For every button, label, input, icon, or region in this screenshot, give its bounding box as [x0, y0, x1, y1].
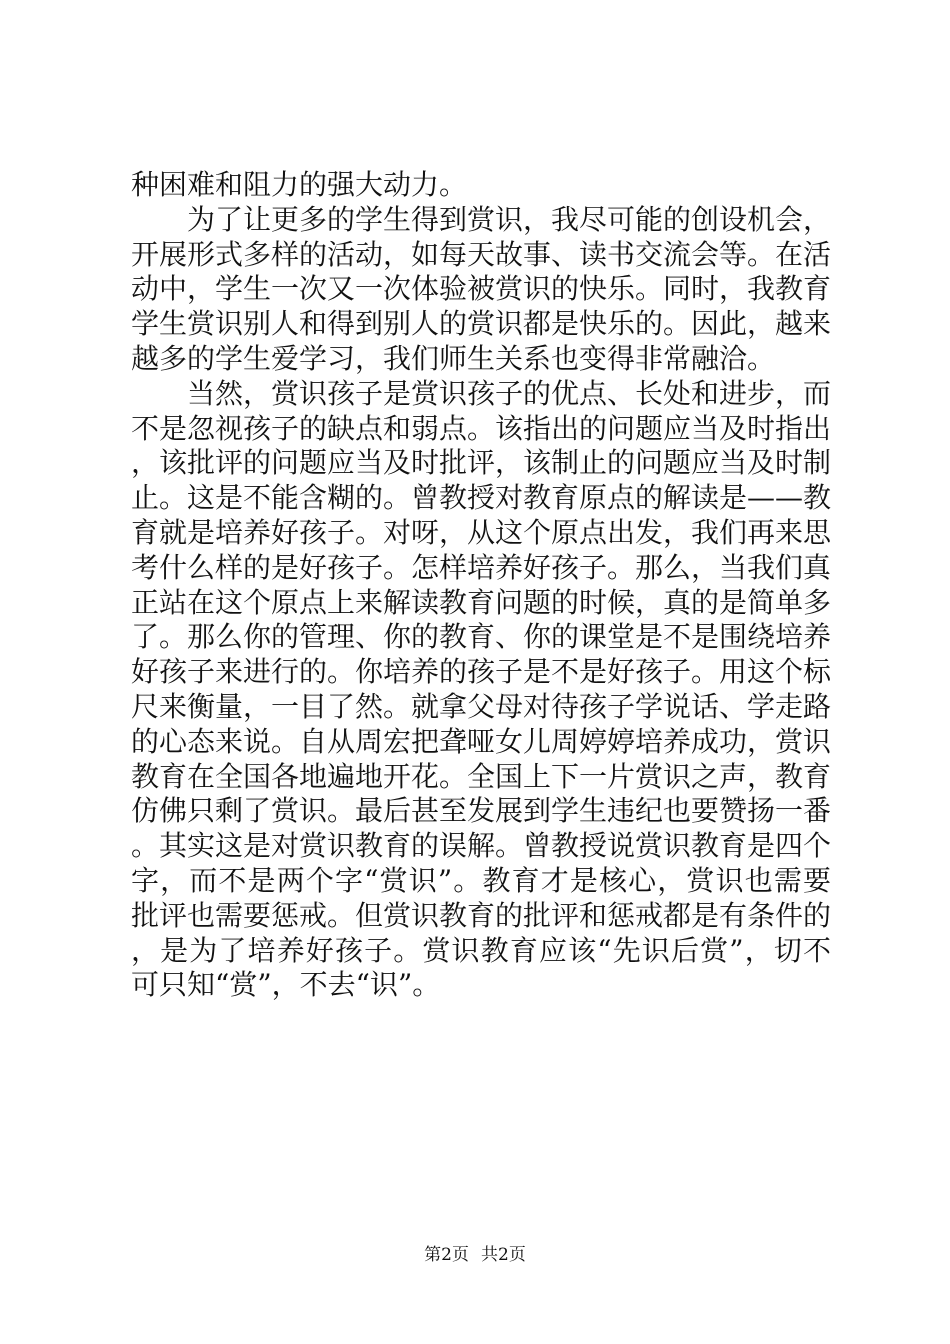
page-number: 第2页 — [424, 1245, 469, 1265]
paragraph-activities: 为了让更多的学生得到赏识，我尽可能的创设机会，开展形式多样的活动，如每天故事、读书交流会等。在活动中，学生一次又一次体验被赏识的快乐。同时，我教育学生赏识别人和得到别人的赏识都是快乐的。因此，越来越多的学生爱学习，我们师生关系也变得非常融洽。 — [131, 202, 832, 375]
document-body — [131, 168, 831, 1003]
paragraph-appreciation-education: 当然，赏识孩子是赏识孩子的优点、长处和进步，而不是忽视孩子的缺点和弱点。该指出的问题应当及时指出，该批评的问题应当及时批评，该制止的问题应当及时制止。这是不能含糊的。曾教授对教育原点的解读是——教育就是培养好孩子。对呀，从这个原点出发，我们再来思考什么样的是好孩子。怎样培养好孩子。那么，当我们真正站在这个原点上来解读教育问题的时候，真的是简单多了。那么你的管理、你的教育、你的课堂是不是围绕培养好孩子来进行的。你培养的孩子是不是好孩子。用这个标尺来衡量，一目了然。就拿父母对待孩子学说话、学走路的心态来说。自从周宏把聋哑女儿周婷婷培养成功，赏识教育在全国各地遍地开花。全国上下一片赏识之声，教育仿佛只剩了赏识。最后甚至发展到学生违纪也要赞扬一番。其实这是对赏识教育的误解。曾教授说赏识教育是四个字，而不是两个字“赏识”。教育才是核心，赏识也需要批评也需要惩戒。但赏识教育的批评和惩戒都是有条件的，是为了培养好孩子。赏识教育应该“先识后赏”，切不可只知“赏”，不去“识”。 — [131, 376, 832, 1002]
page-footer — [0, 1244, 950, 1266]
paragraph-continuation: 种困难和阻力的强大动力。 — [131, 168, 468, 201]
page-total: 共2页 — [481, 1245, 526, 1265]
